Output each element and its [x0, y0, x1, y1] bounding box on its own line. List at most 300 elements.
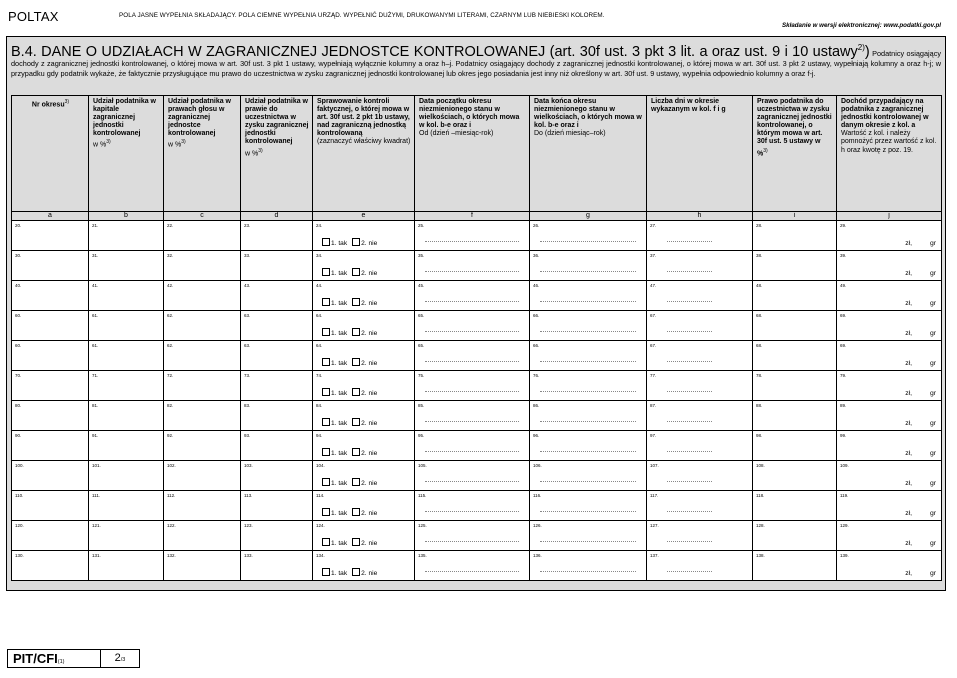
field-g[interactable]	[530, 491, 647, 521]
field-j[interactable]	[837, 341, 942, 371]
field-e[interactable]	[313, 461, 415, 491]
checkbox-no-label: 2. nie	[361, 540, 378, 547]
field-h[interactable]	[647, 431, 753, 461]
field-b[interactable]	[89, 371, 164, 401]
currency-zl: zł,	[905, 570, 912, 577]
field-number: 127.	[650, 523, 659, 528]
field-c[interactable]	[164, 251, 241, 281]
field-number: 121.	[92, 523, 101, 528]
field-number: 21.	[92, 223, 99, 228]
checkbox-yes-label: 1. tak	[331, 480, 348, 487]
checkbox-yes[interactable]	[322, 508, 330, 516]
checkbox-yes[interactable]	[322, 328, 330, 336]
field-g[interactable]	[530, 341, 647, 371]
field-number: 117.	[650, 493, 659, 498]
field-d[interactable]	[241, 521, 313, 551]
days-input-line	[667, 361, 712, 362]
days-input-line	[667, 541, 712, 542]
date-input-line	[425, 451, 519, 452]
field-number: 71.	[92, 373, 99, 378]
checkbox-yes-label: 1. tak	[331, 330, 348, 337]
field-i[interactable]	[753, 251, 837, 281]
field-f[interactable]	[415, 281, 530, 311]
field-i[interactable]	[753, 461, 837, 491]
field-g[interactable]	[530, 371, 647, 401]
checkbox-yes-label: 1. tak	[331, 300, 348, 307]
field-i[interactable]	[753, 401, 837, 431]
field-h[interactable]	[647, 461, 753, 491]
field-c[interactable]	[164, 491, 241, 521]
field-number: 98.	[756, 433, 763, 438]
column-letter-i: i	[753, 212, 837, 221]
field-h[interactable]	[647, 371, 753, 401]
field-h[interactable]	[647, 521, 753, 551]
field-number: 47.	[650, 283, 657, 288]
checkbox-yes[interactable]	[322, 358, 330, 366]
column-letter-d: d	[241, 212, 313, 221]
checkbox-no[interactable]	[352, 268, 360, 276]
currency-gr: gr	[929, 420, 936, 427]
field-j[interactable]	[837, 551, 942, 581]
field-e[interactable]	[313, 311, 415, 341]
field-number: 23.	[244, 223, 251, 228]
field-d[interactable]	[241, 341, 313, 371]
days-input-line	[667, 241, 712, 242]
field-number: 61.	[92, 313, 99, 318]
field-j[interactable]	[837, 311, 942, 341]
table-row	[12, 371, 942, 401]
table-row	[12, 431, 942, 461]
field-number: 78.	[756, 373, 763, 378]
field-i[interactable]	[753, 371, 837, 401]
field-a[interactable]	[12, 371, 89, 401]
field-number: 105.	[418, 463, 427, 468]
field-j[interactable]	[837, 251, 942, 281]
field-b[interactable]	[89, 461, 164, 491]
field-b[interactable]	[89, 431, 164, 461]
days-input-line	[667, 451, 712, 452]
currency-gr: gr	[929, 450, 936, 457]
field-e[interactable]	[313, 341, 415, 371]
field-j[interactable]	[837, 401, 942, 431]
column-subtitle-b: w %	[93, 141, 107, 149]
field-a[interactable]	[12, 461, 89, 491]
checkbox-yes[interactable]	[322, 538, 330, 546]
field-number: 29.	[840, 223, 847, 228]
field-number: 86.	[533, 403, 540, 408]
checkbox-no-label: 2. nie	[361, 420, 378, 427]
field-f[interactable]	[415, 491, 530, 521]
control-checkbox-group	[322, 388, 377, 397]
field-number: 94.	[316, 433, 323, 438]
field-j[interactable]	[837, 221, 942, 251]
field-f[interactable]	[415, 431, 530, 461]
column-footnote-c: 3)	[181, 139, 186, 146]
currency-gr: gr	[929, 480, 936, 487]
date-input-line	[425, 391, 519, 392]
field-g[interactable]	[530, 281, 647, 311]
field-d[interactable]	[241, 401, 313, 431]
field-j[interactable]	[837, 521, 942, 551]
field-number: 83.	[244, 403, 251, 408]
field-number: 91.	[92, 433, 99, 438]
field-j[interactable]	[837, 281, 942, 311]
column-title-c: Udział podatnika w prawach głosu w zagranicznej jednostce kontrolowanej	[168, 98, 232, 138]
field-number: 115.	[418, 493, 427, 498]
table-row	[12, 491, 942, 521]
field-number: 79.	[840, 373, 847, 378]
field-c[interactable]	[164, 431, 241, 461]
field-h[interactable]	[647, 311, 753, 341]
days-input-line	[667, 271, 712, 272]
field-number: 89.	[840, 403, 847, 408]
field-c[interactable]	[164, 461, 241, 491]
field-number: 80.	[15, 403, 22, 408]
field-g[interactable]	[530, 311, 647, 341]
column-letter-j: j	[837, 212, 942, 221]
date-input-line	[540, 571, 636, 572]
field-b[interactable]	[89, 341, 164, 371]
field-f[interactable]	[415, 551, 530, 581]
field-b[interactable]	[89, 311, 164, 341]
field-g[interactable]	[530, 521, 647, 551]
table-body	[12, 221, 942, 581]
checkbox-no[interactable]	[352, 538, 360, 546]
checkbox-no[interactable]	[352, 328, 360, 336]
field-number: 69.	[840, 313, 847, 318]
date-input-line	[540, 271, 636, 272]
field-i[interactable]	[753, 221, 837, 251]
field-a[interactable]	[12, 221, 89, 251]
field-e[interactable]	[313, 551, 415, 581]
field-e[interactable]	[313, 401, 415, 431]
control-checkbox-group	[322, 538, 377, 547]
field-a[interactable]	[12, 341, 89, 371]
field-j[interactable]	[837, 461, 942, 491]
fill-instructions: POLA JASNE WYPEŁNIA SKŁADAJĄCY. POLA CIEMNE WYPEŁNIA URZĄD. WYPEŁNIĆ DUŻYMI, DRUKOWANYMI LITERAMI, CZARNYM LUB NIEBIESKI KOLOREM.	[119, 12, 605, 19]
field-j[interactable]	[837, 371, 942, 401]
column-letter-h: h	[647, 212, 753, 221]
field-d[interactable]	[241, 251, 313, 281]
field-number: 126.	[533, 523, 542, 528]
field-i[interactable]	[753, 311, 837, 341]
field-number: 38.	[756, 253, 763, 258]
currency-gr: gr	[929, 240, 936, 247]
currency-gr: gr	[929, 270, 936, 277]
currency-gr: gr	[929, 300, 936, 307]
currency-zl: zł,	[905, 240, 912, 247]
field-f[interactable]	[415, 371, 530, 401]
checkbox-no[interactable]	[352, 388, 360, 396]
field-e[interactable]	[313, 371, 415, 401]
currency-zl: zł,	[905, 450, 912, 457]
field-b[interactable]	[89, 491, 164, 521]
field-h[interactable]	[647, 401, 753, 431]
field-number: 112.	[167, 493, 176, 498]
table-row	[12, 251, 942, 281]
field-f[interactable]	[415, 251, 530, 281]
field-number: 82.	[167, 403, 174, 408]
field-g[interactable]	[530, 551, 647, 581]
field-g[interactable]	[530, 431, 647, 461]
date-input-line	[425, 301, 519, 302]
field-b[interactable]	[89, 521, 164, 551]
field-number: 45.	[418, 283, 425, 288]
section-note: dochody z zagranicznej jednostki kontrolowanej, o której mowa w art. 30f ust. 3 pkt 1 ustawy, wypełniają wyłącznie kolumny a oraz h–j. Podatnicy osiągający dochody z zagranicznej jednostki kontrolowanej, o której mowa w art. 30f ust. 3 pkt 2 ustawy, wypełniają kolumny a oraz h-j; w przypadku gdy podatnik wykaże, że faktycznie przysługujące mu prawo do uczestnictwa w zysku zagranicznej jednostki kontrolowanej lub okres jego posiadania jest inny niż określony w art. 30f ust. 9 ustawy, wypełnia odpowiednio kolumny a oraz f-j.	[11, 59, 941, 79]
column-header-c	[164, 96, 241, 212]
field-number: 63.	[244, 313, 251, 318]
checkbox-yes-label: 1. tak	[331, 420, 348, 427]
field-d[interactable]	[241, 371, 313, 401]
checkbox-yes[interactable]	[322, 418, 330, 426]
checkbox-yes[interactable]	[322, 448, 330, 456]
date-input-line	[540, 541, 636, 542]
field-number: 116.	[533, 493, 542, 498]
field-h[interactable]	[647, 341, 753, 371]
column-letter-g: g	[530, 212, 647, 221]
currency-gr: gr	[929, 360, 936, 367]
field-c[interactable]	[164, 551, 241, 581]
checkbox-yes[interactable]	[322, 238, 330, 246]
checkbox-no[interactable]	[352, 448, 360, 456]
column-footnote-i: 3)	[763, 147, 768, 154]
checkbox-no[interactable]	[352, 418, 360, 426]
table-row	[12, 461, 942, 491]
field-g[interactable]	[530, 251, 647, 281]
checkbox-no-label: 2. nie	[361, 480, 378, 487]
field-g[interactable]	[530, 461, 647, 491]
field-number: 42.	[167, 283, 174, 288]
date-input-line	[425, 241, 519, 242]
checkbox-no[interactable]	[352, 358, 360, 366]
section-note-lead: Podatnicy osiągający	[872, 48, 941, 58]
field-number: 108.	[756, 463, 765, 468]
field-c[interactable]	[164, 371, 241, 401]
field-number: 106.	[533, 463, 542, 468]
checkbox-yes[interactable]	[322, 298, 330, 306]
field-number: 64.	[316, 343, 323, 348]
field-a[interactable]	[12, 431, 89, 461]
checkbox-no[interactable]	[352, 568, 360, 576]
checkbox-no[interactable]	[352, 508, 360, 516]
field-number: 137.	[650, 553, 659, 558]
date-input-line	[540, 481, 636, 482]
section-b4	[6, 36, 946, 591]
field-number: 44.	[316, 283, 323, 288]
field-c[interactable]	[164, 401, 241, 431]
date-input-line	[425, 511, 519, 512]
checkbox-yes[interactable]	[322, 478, 330, 486]
field-number: 97.	[650, 433, 657, 438]
checkbox-yes-label: 1. tak	[331, 270, 348, 277]
column-header-j	[837, 96, 942, 212]
field-f[interactable]	[415, 311, 530, 341]
field-number: 95.	[418, 433, 425, 438]
field-i[interactable]	[753, 551, 837, 581]
field-j[interactable]	[837, 431, 942, 461]
field-number: 37.	[650, 253, 657, 258]
field-f[interactable]	[415, 461, 530, 491]
field-number: 100.	[15, 463, 24, 468]
column-title-e: Sprawowanie kontroli faktycznej, o której mowa w art. 30f ust. 2 pkt 1b ustawy, nad zagraniczną jednostką kontrolowaną	[317, 98, 410, 138]
column-header-a	[12, 96, 89, 212]
column-title-a: Nr okresu	[31, 101, 65, 109]
field-number: 96.	[533, 433, 540, 438]
field-number: 26.	[533, 223, 540, 228]
date-input-line	[540, 361, 636, 362]
table-row	[12, 311, 942, 341]
field-h[interactable]	[647, 251, 753, 281]
field-h[interactable]	[647, 491, 753, 521]
date-input-line	[425, 331, 519, 332]
table-row	[12, 521, 942, 551]
section-title: B.4. DANE O UDZIAŁACH W ZAGRANICZNEJ JEDNOSTCE KONTROLOWANEJ (art. 30f ust. 3 pkt 3 lit. a oraz ust. 9 i 10 ustawy$^{2)}$)	[11, 43, 870, 60]
checkbox-no[interactable]	[352, 478, 360, 486]
field-number: 28.	[756, 223, 763, 228]
date-input-line	[425, 271, 519, 272]
checkbox-yes[interactable]	[322, 568, 330, 576]
table-header-row	[12, 96, 942, 212]
field-number: 74.	[316, 373, 323, 378]
field-a[interactable]	[12, 251, 89, 281]
currency-zl: zł,	[905, 420, 912, 427]
column-header-b	[89, 96, 164, 212]
checkbox-no[interactable]	[352, 298, 360, 306]
field-i[interactable]	[753, 431, 837, 461]
field-h[interactable]	[647, 281, 753, 311]
checkbox-no-label: 2. nie	[361, 270, 378, 277]
date-input-line	[425, 421, 519, 422]
field-f[interactable]	[415, 401, 530, 431]
field-e[interactable]	[313, 431, 415, 461]
date-input-line	[540, 511, 636, 512]
column-subtitle-j: Wartość z kol. i należy pomnożyć przez wartość z kol. h oraz kwotę z poz. 19.	[841, 130, 937, 154]
checkbox-yes[interactable]	[322, 268, 330, 276]
field-b[interactable]	[89, 281, 164, 311]
field-number: 22.	[167, 223, 174, 228]
field-a[interactable]	[12, 521, 89, 551]
field-f[interactable]	[415, 341, 530, 371]
field-i[interactable]	[753, 281, 837, 311]
field-i[interactable]	[753, 491, 837, 521]
field-number: 35.	[418, 253, 425, 258]
column-footnote-a: 3)	[64, 99, 70, 105]
field-number: 73.	[244, 373, 251, 378]
column-header-e	[313, 96, 415, 212]
field-f[interactable]	[415, 221, 530, 251]
field-a[interactable]	[12, 491, 89, 521]
field-a[interactable]	[12, 311, 89, 341]
field-g[interactable]	[530, 221, 647, 251]
field-h[interactable]	[647, 551, 753, 581]
days-input-line	[667, 481, 712, 482]
field-number: 20.	[15, 223, 22, 228]
field-d[interactable]	[241, 461, 313, 491]
control-checkbox-group	[322, 268, 377, 277]
date-input-line	[540, 241, 636, 242]
field-d[interactable]	[241, 281, 313, 311]
field-e[interactable]	[313, 521, 415, 551]
field-number: 39.	[840, 253, 847, 258]
control-checkbox-group	[322, 328, 377, 337]
field-number: 66.	[533, 313, 540, 318]
field-c[interactable]	[164, 311, 241, 341]
field-h[interactable]	[647, 221, 753, 251]
field-number: 60.	[15, 313, 22, 318]
field-e[interactable]	[313, 491, 415, 521]
checkbox-yes-label: 1. tak	[331, 360, 348, 367]
field-number: 129.	[840, 523, 849, 528]
field-b[interactable]	[89, 221, 164, 251]
checkbox-yes-label: 1. tak	[331, 540, 348, 547]
field-a[interactable]	[12, 551, 89, 581]
days-input-line	[667, 571, 712, 572]
field-c[interactable]	[164, 521, 241, 551]
field-number: 130.	[15, 553, 24, 558]
field-number: 63.	[244, 343, 251, 348]
field-number: 24.	[316, 223, 323, 228]
field-e[interactable]	[313, 251, 415, 281]
field-d[interactable]	[241, 311, 313, 341]
checkbox-yes[interactable]	[322, 388, 330, 396]
field-number: 118.	[756, 493, 765, 498]
field-a[interactable]	[12, 281, 89, 311]
days-input-line	[667, 391, 712, 392]
field-d[interactable]	[241, 551, 313, 581]
checkbox-yes-label: 1. tak	[331, 570, 348, 577]
field-a[interactable]	[12, 401, 89, 431]
field-b[interactable]	[89, 551, 164, 581]
column-subtitle-e: (zaznaczyć właściwy kwadrat)	[317, 138, 411, 146]
checkbox-yes-label: 1. tak	[331, 240, 348, 247]
field-i[interactable]	[753, 341, 837, 371]
field-number: 133.	[244, 553, 253, 558]
currency-zl: zł,	[905, 300, 912, 307]
field-g[interactable]	[530, 401, 647, 431]
field-number: 25.	[418, 223, 425, 228]
column-title-d: Udział podatnika w prawie do uczestnictwa w zysku zagranicznej jednostki kontrolowanej	[245, 98, 309, 146]
field-number: 77.	[650, 373, 657, 378]
field-f[interactable]	[415, 521, 530, 551]
field-b[interactable]	[89, 251, 164, 281]
currency-zl: zł,	[905, 390, 912, 397]
field-number: 70.	[15, 373, 22, 378]
field-c[interactable]	[164, 221, 241, 251]
field-number: 33.	[244, 253, 251, 258]
field-e[interactable]	[313, 221, 415, 251]
control-checkbox-group	[322, 508, 377, 517]
field-d[interactable]	[241, 221, 313, 251]
checkbox-no[interactable]	[352, 238, 360, 246]
field-i[interactable]	[753, 521, 837, 551]
field-e[interactable]	[313, 281, 415, 311]
field-number: 111.	[92, 493, 101, 498]
field-c[interactable]	[164, 281, 241, 311]
column-footnote-d: 3)	[258, 147, 263, 154]
field-d[interactable]	[241, 491, 313, 521]
field-d[interactable]	[241, 431, 313, 461]
field-number: 46.	[533, 283, 540, 288]
field-j[interactable]	[837, 491, 942, 521]
field-number: 64.	[316, 313, 323, 318]
column-title-i: Prawo podatnika do uczestnictwa w zysku zagranicznej jednostki kontrolowanej, o którym mowa w art. 30f ust. 5 ustawy w %	[757, 98, 832, 157]
control-checkbox-group	[322, 298, 377, 307]
field-c[interactable]	[164, 341, 241, 371]
column-footnote-b: 3)	[106, 139, 111, 146]
shares-table	[11, 95, 942, 581]
column-subtitle-f: Od (dzień –miesiąc-rok)	[419, 130, 494, 138]
field-b[interactable]	[89, 401, 164, 431]
